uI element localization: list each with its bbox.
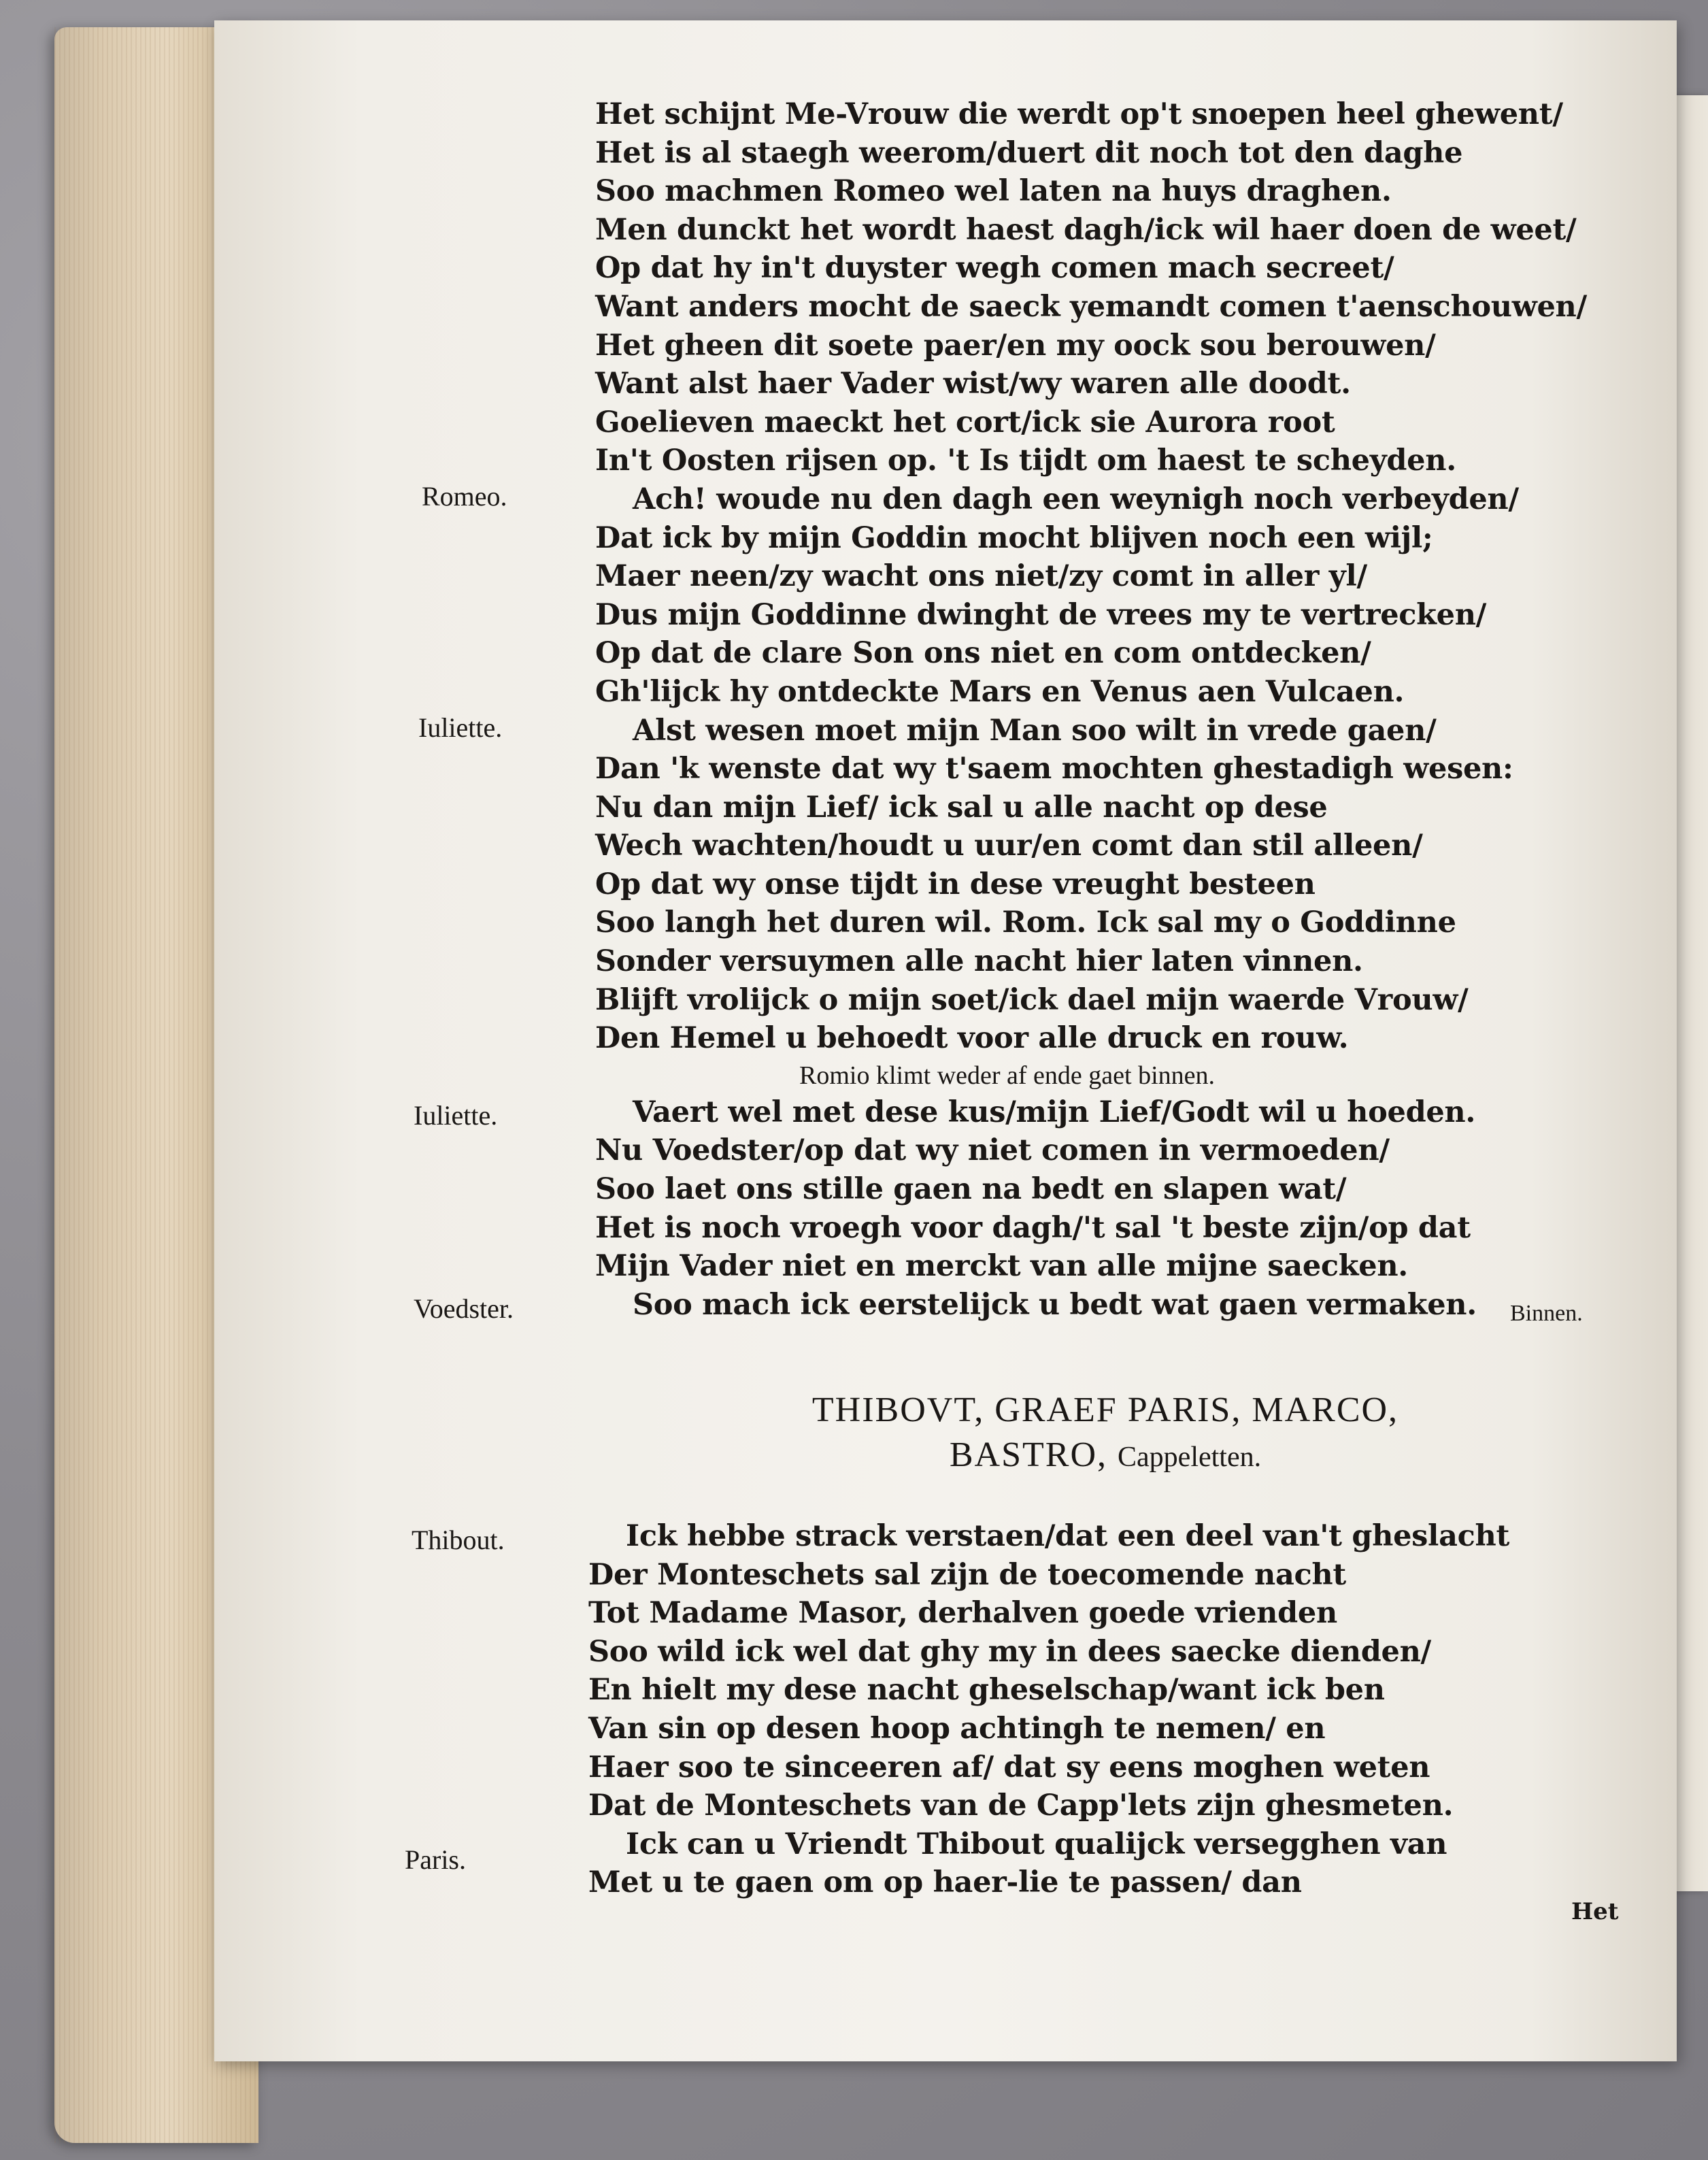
verse-line: Soo laet ons stille gaen na bedt en slapen wat/	[595, 1172, 1347, 1207]
speaker-romeo: Romeo.	[422, 481, 507, 512]
verse-line: Alst wesen moet mijn Man soo wilt in vrede gaen/	[633, 713, 1437, 748]
verse-line: Nu dan mijn Lief/ ick sal u alle nacht op dese	[595, 790, 1328, 825]
verse-line: Soo wild ick wel dat ghy my in dees saecke dienden/	[588, 1634, 1431, 1669]
exit-note: Binnen.	[1510, 1301, 1583, 1326]
speaker-juliette-second: Iuliette.	[414, 1100, 498, 1131]
verse-line: Goelieven maeckt het cort/ick sie Aurora root	[595, 405, 1335, 439]
verse-line: Dat ick by mijn Goddin mocht blijven noch een wijl;	[595, 520, 1433, 555]
verse-line: Op dat de clare Son ons niet en com ontdecken/	[595, 636, 1371, 671]
verse-line: Van sin op desen hoop achtingh te nemen/ en	[588, 1711, 1326, 1746]
scene-heading-line2	[653, 1433, 1558, 1480]
verse-line: Haer soo te sinceeren af/ dat sy eens moghen weten	[588, 1750, 1430, 1784]
verse-line: Gh'lijck hy ontdeckte Mars en Venus aen Vulcaen.	[595, 674, 1405, 709]
verse-line: Op dat hy in't duyster wegh comen mach secreet/	[595, 251, 1394, 286]
verse-line: Want alst haer Vader wist/wy waren alle doodt.	[595, 367, 1351, 401]
scene-heading-line1: THIBOVT, GRAEF PARIS, MARCO,	[811, 1391, 1399, 1429]
verse-line: Vaert wel met dese kus/mijn Lief/Godt wil u hoeden.	[633, 1095, 1476, 1129]
verse-line: Tot Madame Masor, derhalven goede vrienden	[588, 1596, 1337, 1631]
verse-line: Blijft vrolijck o mijn soet/ick dael mijn waerde Vrouw/	[595, 982, 1469, 1017]
verse-line: Soo mach ick eerstelijck u bedt wat gaen vermaken.	[633, 1287, 1477, 1322]
stage-direction: Romio klimt weder af ende gaet binnen.	[799, 1061, 1215, 1090]
verse-line: Het gheen dit soete paer/en my oock sou berouwen/	[595, 328, 1436, 363]
verse-line: Want anders mocht de saeck yemandt comen t'aenschouwen/	[595, 289, 1587, 324]
verse-block-top	[595, 95, 1615, 1324]
verse-block-bottom	[588, 1517, 1609, 1902]
verse-line: Nu Voedster/op dat wy niet comen in vermoeden/	[595, 1133, 1390, 1168]
verse-line: Soo langh het duren wil. Rom. Ick sal my o Goddinne	[595, 905, 1456, 940]
catchword: Het	[1571, 1898, 1619, 1925]
verse-line: Ick can u Vriendt Thibout qualijck versegghen van	[626, 1827, 1447, 1861]
verse-line: Men dunckt het wordt haest dagh/ick wil haer doen de weet/	[595, 212, 1577, 247]
verse-line: Wech wachten/houdt u uur/en comt dan stil alleen/	[595, 829, 1423, 863]
verse-line: Ach! woude nu den dagh een weynigh noch verbeyden/	[633, 482, 1519, 516]
verse-line: Het is noch vroegh voor dagh/'t sal 't beste zijn/op dat	[595, 1210, 1471, 1245]
verse-line: En hielt my dese nacht gheselschap/want ick ben	[588, 1673, 1385, 1708]
verse-line: Sonder versuymen alle nacht hier laten vinnen.	[595, 944, 1363, 979]
verse-line: Der Monteschets sal zijn de toecomende nacht	[588, 1557, 1346, 1592]
scene-heading-cappeletten: Cappeletten.	[1118, 1442, 1262, 1473]
verse-line: Ick hebbe strack verstaen/dat een deel van't gheslacht	[626, 1519, 1510, 1553]
verse-line: Den Hemel u behoedt voor alle druck en rouw.	[595, 1021, 1349, 1056]
verse-line: Het schijnt Me-Vrouw die werdt op't snoepen heel ghewent/	[595, 97, 1563, 131]
verse-line: Maer neen/zy wacht ons niet/zy comt in aller yl/	[595, 559, 1367, 594]
verse-line: Op dat wy onse tijdt in dese vreught besteen	[595, 867, 1316, 901]
verse-line: Soo machmen Romeo wel laten na huys draghen.	[595, 174, 1392, 209]
speaker-thibout: Thibout.	[412, 1525, 505, 1555]
verse-line: Met u te gaen om op haer-lie te passen/ dan	[588, 1865, 1302, 1900]
scene-heading-bastro: BASTRO,	[949, 1435, 1108, 1474]
verse-line: Dat de Monteschets van de Capp'lets zijn ghesmeten.	[588, 1789, 1454, 1823]
verse-line: Dus mijn Goddinne dwinght de vrees my te vertrecken/	[595, 597, 1487, 632]
verse-line: Dan 'k wenste dat wy t'saem mochten ghestadigh wesen:	[595, 752, 1513, 786]
speaker-paris: Paris.	[405, 1844, 466, 1875]
verse-line: In't Oosten rijsen op. 't Is tijdt om haest te scheyden.	[595, 444, 1456, 478]
speaker-voedster: Voedster.	[414, 1293, 514, 1324]
scene-heading	[653, 1388, 1558, 1480]
verse-line: Het is al staegh weerom/duert dit noch tot den daghe	[595, 135, 1463, 170]
verse-line: Mijn Vader niet en merckt van alle mijne saecken.	[595, 1249, 1408, 1284]
speaker-juliette: Iuliette.	[418, 712, 503, 743]
